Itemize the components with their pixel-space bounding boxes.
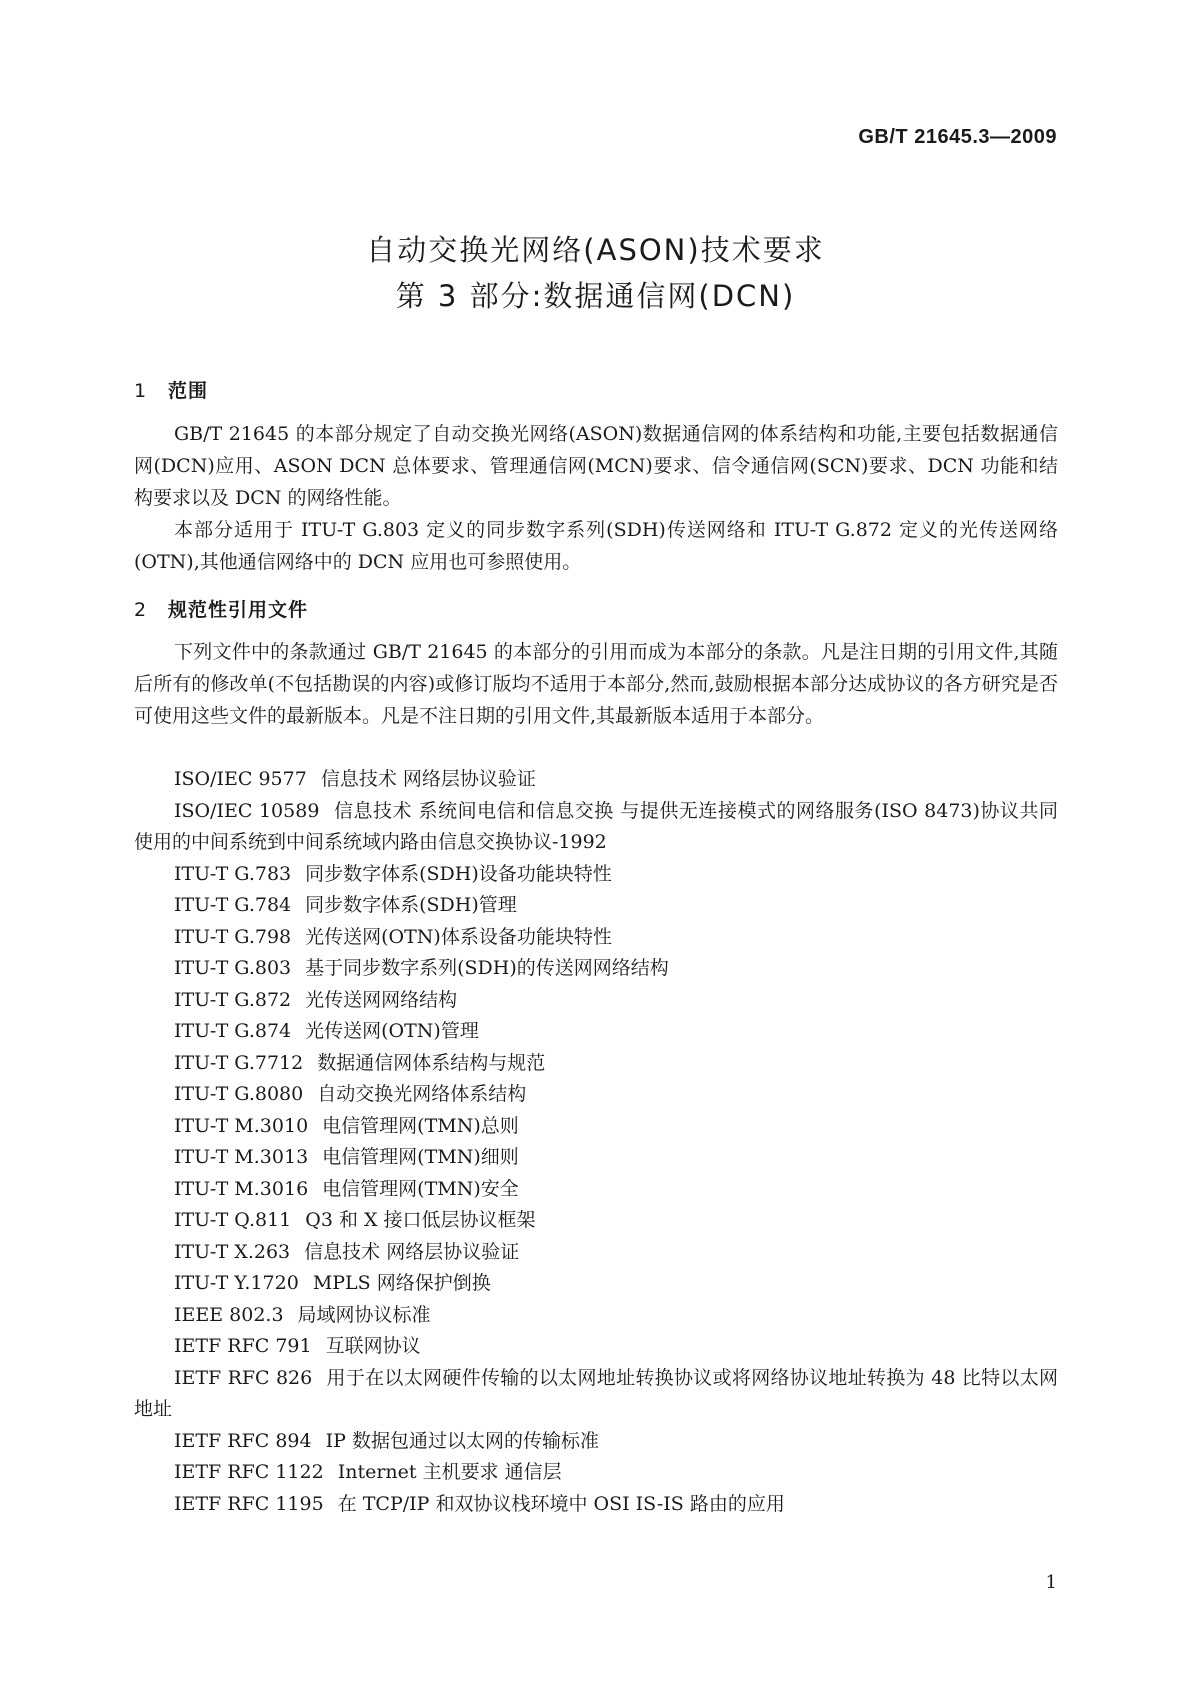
section-heading-scope [134, 376, 208, 403]
reference-title: 光传送网网络结构 [305, 988, 458, 1011]
reference-title: 同步数字体系(SDH)设备功能块特性 [305, 862, 612, 885]
reference-title: 信息技术 系统间电信和信息交换 与提供无连接模式的网络服务(ISO 8473)协议共同使用的中间系统到中间系统域内路由信息交换协议-1992 [134, 799, 1058, 853]
reference-item [134, 1457, 1058, 1489]
reference-item [134, 1237, 1058, 1269]
reference-code: ITU-T G.874 [174, 1020, 292, 1042]
reference-item [134, 764, 1058, 796]
reference-code: ITU-T X.263 [174, 1240, 291, 1263]
reference-code: IETF RFC 1122 [174, 1461, 324, 1483]
reference-title: 电信管理网(TMN)总则 [322, 1114, 519, 1137]
reference-code: ITU-T G.872 [174, 988, 292, 1011]
reference-title: 局域网协议标准 [297, 1303, 431, 1326]
reference-item [134, 985, 1058, 1017]
reference-item [134, 1016, 1058, 1048]
reference-item [134, 859, 1058, 891]
reference-item [134, 1142, 1058, 1174]
reference-item [134, 1048, 1058, 1080]
reference-code: ITU-T G.798 [174, 925, 292, 948]
reference-code: ITU-T G.783 [174, 862, 292, 885]
reference-title: 数据通信网体系结构与规范 [317, 1051, 546, 1074]
reference-title: 在 TCP/IP 和双协议栈环境中 OSI IS-IS 路由的应用 [337, 1492, 785, 1515]
reference-code: ITU-T M.3016 [174, 1177, 309, 1200]
section-heading-normative-references [134, 595, 308, 622]
section-title: 规范性引用文件 [168, 599, 309, 621]
reference-title: 同步数字体系(SDH)管理 [305, 894, 517, 916]
reference-code: ITU-T G.784 [174, 894, 292, 916]
reference-code: ITU-T Q.811 [174, 1209, 292, 1231]
reference-item [134, 1363, 1058, 1426]
reference-item [134, 1300, 1058, 1332]
reference-item [134, 796, 1058, 859]
scope-paragraph-2: 本部分适用于 ITU-T G.803 定义的同步数字系列(SDH)传送网络和 ITU-T G.872 定义的光传送网络(OTN),其他通信网络中的 DCN 应用也可参照使用。 [134, 519, 1058, 573]
reference-code: ITU-T G.8080 [174, 1083, 304, 1105]
document-subtitle: 第 3 部分:数据通信网(DCN) [395, 279, 796, 313]
reference-title: 互联网协议 [325, 1335, 421, 1357]
reference-item [134, 1331, 1058, 1363]
reference-item [134, 1079, 1058, 1111]
reference-title: MPLS 网络保护倒换 [312, 1272, 491, 1294]
reference-code: ITU-T G.7712 [174, 1051, 304, 1074]
section-title: 范围 [168, 380, 209, 402]
reference-code: IETF RFC 791 [174, 1335, 312, 1357]
reference-title: 光传送网(OTN)管理 [305, 1020, 479, 1042]
section-number: 2 [134, 599, 148, 621]
reference-item [134, 890, 1058, 922]
reference-list [134, 764, 1058, 1520]
reference-item [134, 953, 1058, 985]
reference-code: ISO/IEC 9577 [174, 768, 307, 790]
reference-item [134, 1205, 1058, 1237]
reference-title: IP 数据包通过以太网的传输标准 [325, 1429, 599, 1452]
reference-code: IETF RFC 894 [174, 1429, 312, 1452]
reference-code: IETF RFC 1195 [174, 1492, 324, 1515]
reference-title: 电信管理网(TMN)安全 [322, 1177, 519, 1200]
reference-item [134, 1426, 1058, 1458]
reference-title: Q3 和 X 接口低层协议框架 [305, 1209, 536, 1231]
reference-code: ISO/IEC 10589 [174, 799, 320, 822]
reference-title: 用于在以太网硬件传输的以太网地址转换协议或将网络协议地址转换为 48 比特以太网地址 [134, 1366, 1058, 1420]
page-number: 1 [1045, 1572, 1057, 1593]
reference-item [134, 922, 1058, 954]
reference-item [134, 1174, 1058, 1206]
reference-code: IETF RFC 826 [174, 1366, 313, 1389]
standard-number: GB/T 21645.3—2009 [858, 126, 1057, 148]
reference-title: 电信管理网(TMN)细则 [322, 1146, 519, 1168]
reference-code: IEEE 802.3 [174, 1303, 284, 1326]
document-title: 自动交换光网络(ASON)技术要求 [366, 233, 825, 267]
reference-title: Internet 主机要求 通信层 [337, 1461, 562, 1483]
reference-title: 自动交换光网络体系结构 [317, 1083, 527, 1105]
reference-item [134, 1268, 1058, 1300]
references-intro-paragraph: 下列文件中的条款通过 GB/T 21645 的本部分的引用而成为本部分的条款。凡是注日期的引用文件,其随后所有的修改单(不包括勘误的内容)或修订版均不适用于本部分,然而,鼓励根据本部分达成协议的各方研究是否可使用这些文件的最新版本。凡是不注日期的引用文件,其最新版本适用于本部分。 [134, 641, 1058, 727]
reference-item [134, 1111, 1058, 1143]
reference-title: 光传送网(OTN)体系设备功能块特性 [305, 925, 612, 948]
reference-title: 基于同步数字系列(SDH)的传送网网络结构 [305, 957, 669, 979]
scope-paragraph-1: GB/T 21645 的本部分规定了自动交换光网络(ASON)数据通信网的体系结构和功能,主要包括数据通信网(DCN)应用、ASON DCN 总体要求、管理通信网(MCN)要求、信令通信网(SCN)要求、DCN 功能和结构要求以及 DCN 的网络性能。 [134, 423, 1058, 509]
reference-code: ITU-T M.3010 [174, 1114, 309, 1137]
section-number: 1 [134, 380, 148, 402]
reference-item [134, 1489, 1058, 1521]
reference-code: ITU-T Y.1720 [174, 1272, 299, 1294]
reference-code: ITU-T M.3013 [174, 1146, 309, 1168]
reference-code: ITU-T G.803 [174, 957, 292, 979]
reference-title: 信息技术 网络层协议验证 [320, 768, 536, 790]
reference-title: 信息技术 网络层协议验证 [304, 1240, 520, 1263]
